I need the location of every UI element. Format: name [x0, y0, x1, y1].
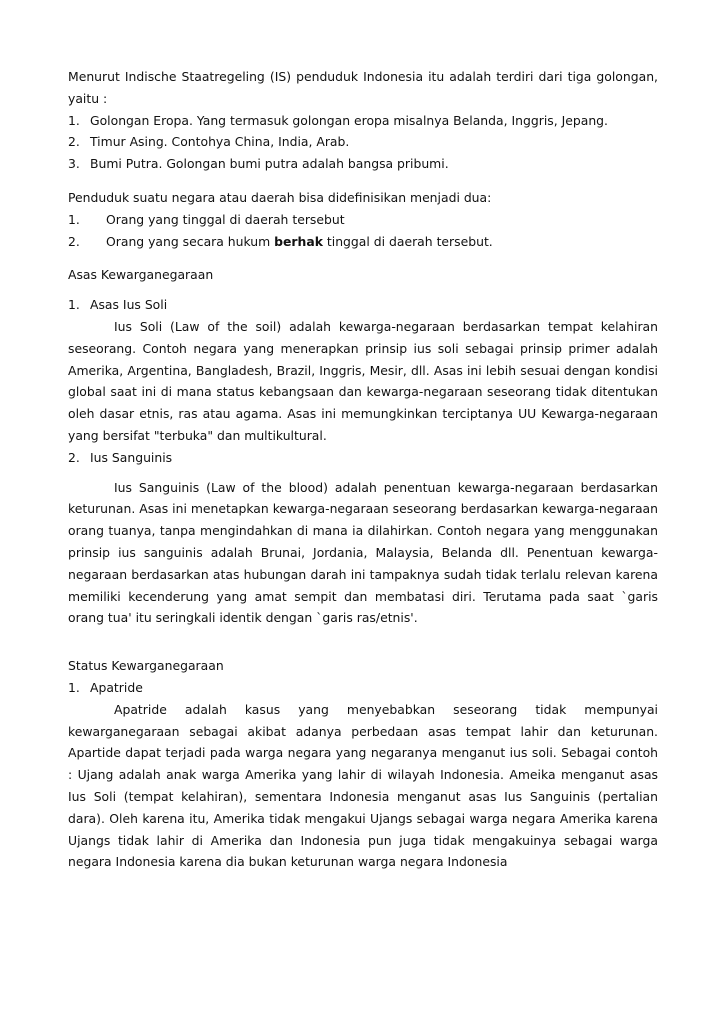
- asas-heading: Asas Kewarganegaraan: [68, 267, 214, 283]
- list-item: [68, 231, 658, 253]
- document-page: [68, 66, 658, 873]
- sub-title: Ius Sanguinis: [90, 449, 173, 465]
- list-item: [68, 153, 658, 175]
- status-sub-heading-1: [68, 677, 658, 699]
- intro-paragraph: Menurut Indische Staatregeling (IS) penduduk Indonesia itu adalah terdiri dari tiga golongan, yaitu :: [68, 69, 658, 106]
- golongan-list: [68, 110, 658, 175]
- text-after: tinggal di daerah tersebut.: [322, 233, 493, 249]
- list-text: Golongan Eropa. Yang termasuk golongan eropa misalnya Belanda, Inggris, Jepang.: [90, 112, 608, 128]
- sub-title: Asas Ius Soli: [90, 297, 168, 313]
- apatride-paragraph: Apatride adalah kasus yang menyebabkan seseorang tidak mempunyai kewarganegaraan sebagai akibat adanya perbedaan asas tempat lahir dan keturunan. Apartide dapat terjadi pada warga negara yang negaranya menganut ius soli. Sebagai contoh : Ujang adalah anak warga Amerika yang lahir di wilayah Indonesia. Ameika menganut asas Ius Soli (tempat kelahiran), sementara Indonesia menganut asas Ius Sanguinis (pertalian dara). Oleh karena itu, Amerika tidak mengakui Ujangs sebagai warga negara Amerika karena Ujangs tidak lahir di Amerika dan Indonesia pun juga tidak mengakuinya sebagai warga negara Indonesia karena dia bukan keturunan warga negara Indonesia: [68, 701, 658, 870]
- list-number: 2.: [68, 134, 80, 150]
- list-item: [68, 209, 658, 231]
- list-number: 3.: [68, 156, 80, 172]
- sub-title: Apatride: [90, 679, 143, 695]
- status-heading: Status Kewarganegaraan: [68, 658, 224, 674]
- sub-number: 1.: [68, 297, 80, 313]
- asas-sub-heading-2: [68, 447, 658, 469]
- list-text: [106, 231, 493, 253]
- sub-number: 1.: [68, 679, 80, 695]
- list-item: [68, 131, 658, 153]
- list-number: 1.: [68, 112, 80, 128]
- ius-sanguinis-paragraph: Ius Sanguinis (Law of the blood) adalah penentuan kewarga-negaraan berdasarkan keturunan. Asas ini menetapkan kewarga-negaraan seseorang berdasarkan kewarga-negaraan orang tuanya, tanpa mengindahkan di mana ia dilahirkan. Contoh negara yang menggunakan prinsip ius sanguinis adalah Brunai, Jordania, Malaysia, Belanda dll. Penentuan kewarga-negaraan berdasarkan atas hubungan darah ini tampaknya sudah tidak terlalu relevan karena memiliki kecenderung yang amat sempit dan membatasi diri. Terutama pada saat `garis orang tua' itu seringkali identik dengan `garis ras/etnis'.: [68, 479, 658, 626]
- penduduk-paragraph: Penduduk suatu negara atau daerah bisa didefinisikan menjadi dua:: [68, 189, 492, 205]
- list-text: Timur Asing. Contohya China, India, Arab.: [90, 134, 350, 150]
- list-number: 2.: [68, 233, 80, 249]
- bold-word: berhak: [274, 233, 323, 249]
- list-item: [68, 110, 658, 132]
- asas-sub-heading-1: [68, 294, 658, 316]
- text-before: Orang yang secara hukum: [106, 233, 275, 249]
- penduduk-list: [68, 209, 658, 253]
- list-text: Orang yang tinggal di daerah tersebut: [106, 211, 345, 227]
- list-number: 1.: [68, 211, 80, 227]
- sub-number: 2.: [68, 449, 80, 465]
- list-text: Bumi Putra. Golongan bumi putra adalah bangsa pribumi.: [90, 156, 449, 172]
- ius-soli-paragraph: Ius Soli (Law of the soil) adalah kewarga-negaraan berdasarkan tempat kelahiran seseorang. Contoh negara yang menerapkan prinsip ius soli sebagai prinsip primer adalah Amerika, Argentina, Bangladesh, Brazil, Inggris, Mesir, dll. Asas ini lebih sesuai dengan kondisi global saat ini di mana status kebangsaan dan kewarga-negaraan seseorang tidak ditentukan oleh dasar etnis, ras atau agama. Asas ini memungkinkan terciptanya UU Kewarga-negaraan yang bersifat "terbuka" dan multikultural.: [68, 318, 658, 443]
